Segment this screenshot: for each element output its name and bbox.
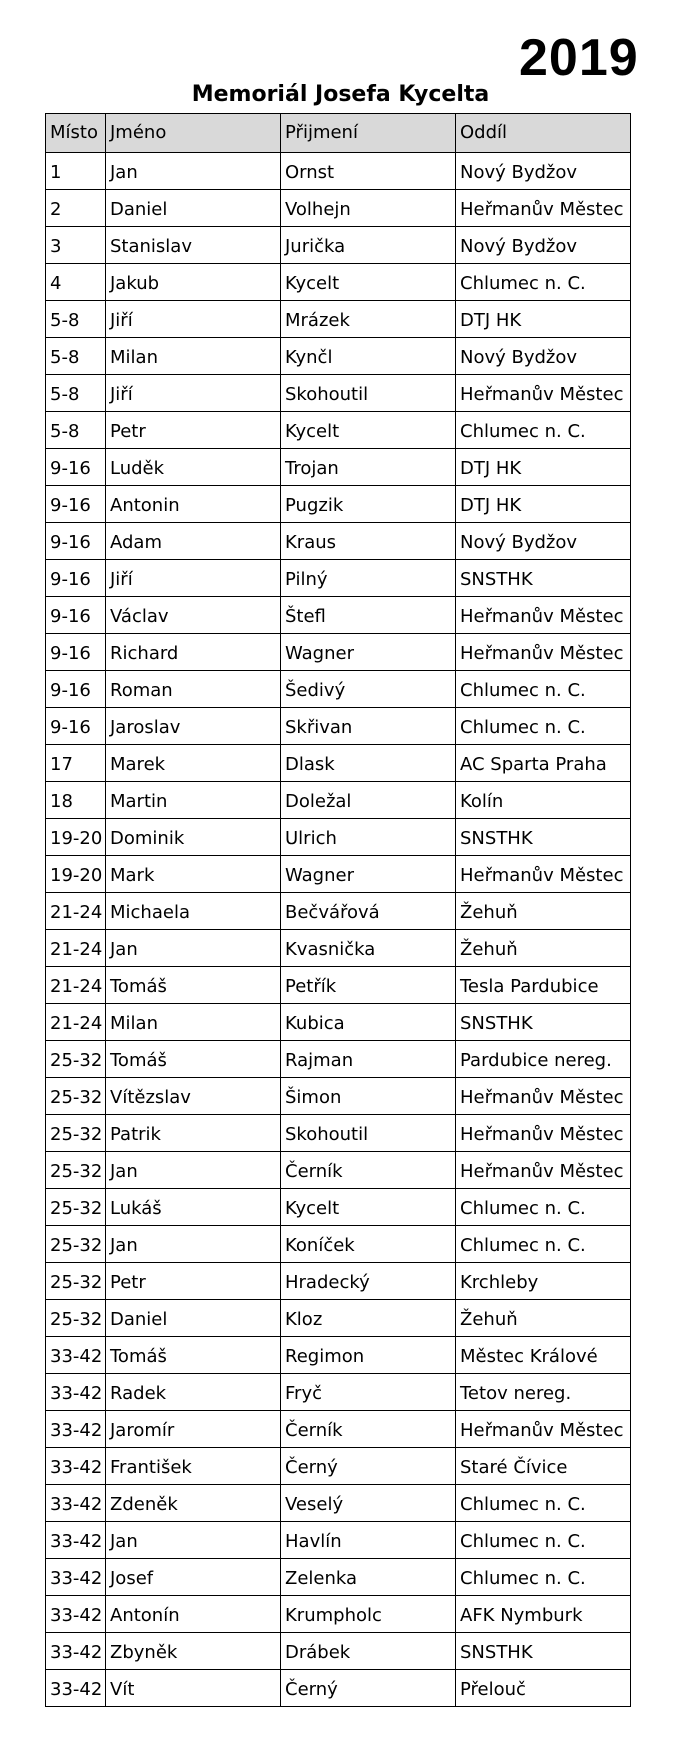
cell-first-name: Zdeněk xyxy=(106,1485,281,1522)
cell-last-name: Doležal xyxy=(281,782,456,819)
cell-club: Heřmanův Městec xyxy=(456,375,631,412)
cell-first-name: Jan xyxy=(106,153,281,190)
table-row xyxy=(46,1300,631,1337)
table-row xyxy=(46,301,631,338)
cell-club: DTJ HK xyxy=(456,449,631,486)
cell-last-name: Skohoutil xyxy=(281,1115,456,1152)
table-row xyxy=(46,1115,631,1152)
table-row xyxy=(46,1596,631,1633)
cell-place: 19-20 xyxy=(46,856,106,893)
cell-last-name: Drábek xyxy=(281,1633,456,1670)
table-row xyxy=(46,1670,631,1707)
cell-place: 5-8 xyxy=(46,412,106,449)
table-row xyxy=(46,1411,631,1448)
cell-place: 33-42 xyxy=(46,1559,106,1596)
table-row xyxy=(46,560,631,597)
cell-club: SNSTHK xyxy=(456,1004,631,1041)
cell-club: Pardubice nereg. xyxy=(456,1041,631,1078)
cell-club: Heřmanův Městec xyxy=(456,1411,631,1448)
table-row xyxy=(46,819,631,856)
cell-place: 21-24 xyxy=(46,930,106,967)
page-title: Memoriál Josefa Kycelta xyxy=(191,82,490,107)
cell-club: Nový Bydžov xyxy=(456,227,631,264)
cell-first-name: Zbyněk xyxy=(106,1633,281,1670)
cell-place: 9-16 xyxy=(46,486,106,523)
cell-place: 33-42 xyxy=(46,1522,106,1559)
cell-club: Heřmanův Městec xyxy=(456,634,631,671)
cell-last-name: Kloz xyxy=(281,1300,456,1337)
table-row xyxy=(46,1226,631,1263)
cell-last-name: Skohoutil xyxy=(281,375,456,412)
cell-place: 1 xyxy=(46,153,106,190)
cell-club: Chlumec n. C. xyxy=(456,1485,631,1522)
cell-first-name: Radek xyxy=(106,1374,281,1411)
table-row xyxy=(46,893,631,930)
cell-club: Nový Bydžov xyxy=(456,153,631,190)
cell-first-name: Jan xyxy=(106,1226,281,1263)
cell-last-name: Černík xyxy=(281,1411,456,1448)
cell-first-name: Antonin xyxy=(106,486,281,523)
cell-club: Chlumec n. C. xyxy=(456,1522,631,1559)
table-row xyxy=(46,1337,631,1374)
cell-first-name: Roman xyxy=(106,671,281,708)
cell-last-name: Jurička xyxy=(281,227,456,264)
cell-place: 33-42 xyxy=(46,1411,106,1448)
table-row xyxy=(46,782,631,819)
cell-last-name: Hradecký xyxy=(281,1263,456,1300)
cell-club: Chlumec n. C. xyxy=(456,1559,631,1596)
cell-place: 33-42 xyxy=(46,1448,106,1485)
cell-club: Městec Králové xyxy=(456,1337,631,1374)
cell-first-name: Luděk xyxy=(106,449,281,486)
cell-place: 18 xyxy=(46,782,106,819)
cell-club: SNSTHK xyxy=(456,1633,631,1670)
cell-first-name: Petr xyxy=(106,412,281,449)
cell-place: 3 xyxy=(46,227,106,264)
cell-last-name: Ulrich xyxy=(281,819,456,856)
cell-last-name: Černý xyxy=(281,1448,456,1485)
cell-club: Heřmanův Městec xyxy=(456,1152,631,1189)
cell-first-name: Daniel xyxy=(106,190,281,227)
cell-club: Heřmanův Městec xyxy=(456,856,631,893)
table-row xyxy=(46,227,631,264)
cell-place: 33-42 xyxy=(46,1596,106,1633)
cell-last-name: Kynčl xyxy=(281,338,456,375)
cell-place: 25-32 xyxy=(46,1263,106,1300)
cell-place: 25-32 xyxy=(46,1189,106,1226)
table-row xyxy=(46,856,631,893)
cell-place: 25-32 xyxy=(46,1078,106,1115)
cell-club: Heřmanův Městec xyxy=(456,190,631,227)
cell-first-name: Vítězslav xyxy=(106,1078,281,1115)
cell-first-name: Josef xyxy=(106,1559,281,1596)
cell-place: 9-16 xyxy=(46,523,106,560)
cell-place: 2 xyxy=(46,190,106,227)
year-heading: 2019 xyxy=(519,29,639,87)
table-row xyxy=(46,708,631,745)
table-row xyxy=(46,1041,631,1078)
table-body xyxy=(46,153,631,1707)
cell-club: Chlumec n. C. xyxy=(456,1226,631,1263)
cell-place: 9-16 xyxy=(46,634,106,671)
cell-place: 33-42 xyxy=(46,1670,106,1707)
cell-last-name: Kycelt xyxy=(281,264,456,301)
cell-first-name: Tomáš xyxy=(106,967,281,1004)
cell-first-name: Vít xyxy=(106,1670,281,1707)
cell-club: Chlumec n. C. xyxy=(456,708,631,745)
header-row xyxy=(46,114,631,153)
results-table xyxy=(45,113,631,1707)
cell-first-name: František xyxy=(106,1448,281,1485)
cell-place: 33-42 xyxy=(46,1337,106,1374)
cell-place: 21-24 xyxy=(46,967,106,1004)
table-row xyxy=(46,412,631,449)
cell-place: 9-16 xyxy=(46,449,106,486)
cell-club: DTJ HK xyxy=(456,486,631,523)
table-row xyxy=(46,1485,631,1522)
cell-club: Nový Bydžov xyxy=(456,523,631,560)
table-row xyxy=(46,523,631,560)
cell-first-name: Jaroslav xyxy=(106,708,281,745)
cell-place: 9-16 xyxy=(46,671,106,708)
cell-first-name: Tomáš xyxy=(106,1041,281,1078)
cell-club: AFK Nymburk xyxy=(456,1596,631,1633)
table-row xyxy=(46,338,631,375)
cell-first-name: Daniel xyxy=(106,1300,281,1337)
cell-first-name: Václav xyxy=(106,597,281,634)
cell-last-name: Rajman xyxy=(281,1041,456,1078)
cell-place: 9-16 xyxy=(46,597,106,634)
cell-place: 5-8 xyxy=(46,375,106,412)
cell-first-name: Jakub xyxy=(106,264,281,301)
table-row xyxy=(46,1448,631,1485)
cell-place: 25-32 xyxy=(46,1041,106,1078)
cell-last-name: Šimon xyxy=(281,1078,456,1115)
cell-last-name: Zelenka xyxy=(281,1559,456,1596)
cell-last-name: Kvasnička xyxy=(281,930,456,967)
cell-last-name: Wagner xyxy=(281,856,456,893)
cell-place: 9-16 xyxy=(46,560,106,597)
cell-place: 4 xyxy=(46,264,106,301)
table-header xyxy=(46,114,631,153)
cell-club: Krchleby xyxy=(456,1263,631,1300)
table-row xyxy=(46,190,631,227)
cell-first-name: Jiří xyxy=(106,560,281,597)
cell-first-name: Mark xyxy=(106,856,281,893)
cell-place: 33-42 xyxy=(46,1633,106,1670)
cell-place: 9-16 xyxy=(46,708,106,745)
cell-last-name: Štefl xyxy=(281,597,456,634)
cell-place: 19-20 xyxy=(46,819,106,856)
cell-first-name: Lukáš xyxy=(106,1189,281,1226)
cell-club: SNSTHK xyxy=(456,560,631,597)
table-row xyxy=(46,930,631,967)
table-row xyxy=(46,634,631,671)
cell-place: 33-42 xyxy=(46,1485,106,1522)
table-row xyxy=(46,967,631,1004)
cell-first-name: Jan xyxy=(106,930,281,967)
cell-first-name: Adam xyxy=(106,523,281,560)
cell-last-name: Kycelt xyxy=(281,1189,456,1226)
table-row xyxy=(46,486,631,523)
cell-first-name: Petr xyxy=(106,1263,281,1300)
cell-first-name: Tomáš xyxy=(106,1337,281,1374)
cell-place: 17 xyxy=(46,745,106,782)
cell-club: DTJ HK xyxy=(456,301,631,338)
cell-last-name: Petřík xyxy=(281,967,456,1004)
cell-last-name: Regimon xyxy=(281,1337,456,1374)
header-last-name: Přijmení xyxy=(281,114,456,153)
cell-club: Chlumec n. C. xyxy=(456,264,631,301)
table-row xyxy=(46,671,631,708)
cell-last-name: Pilný xyxy=(281,560,456,597)
cell-last-name: Bečvářová xyxy=(281,893,456,930)
cell-first-name: Marek xyxy=(106,745,281,782)
cell-first-name: Jiří xyxy=(106,375,281,412)
cell-place: 21-24 xyxy=(46,1004,106,1041)
cell-last-name: Trojan xyxy=(281,449,456,486)
cell-club: Heřmanův Městec xyxy=(456,1115,631,1152)
header-place: Místo xyxy=(46,114,106,153)
cell-last-name: Ornst xyxy=(281,153,456,190)
cell-place: 25-32 xyxy=(46,1152,106,1189)
cell-club: Tesla Pardubice xyxy=(456,967,631,1004)
cell-last-name: Skřivan xyxy=(281,708,456,745)
header-club: Oddíl xyxy=(456,114,631,153)
cell-place: 5-8 xyxy=(46,338,106,375)
cell-last-name: Pugzik xyxy=(281,486,456,523)
cell-club: Kolín xyxy=(456,782,631,819)
cell-first-name: Milan xyxy=(106,1004,281,1041)
table-row xyxy=(46,1522,631,1559)
table-row xyxy=(46,1633,631,1670)
cell-last-name: Černík xyxy=(281,1152,456,1189)
table-row xyxy=(46,597,631,634)
cell-first-name: Jiří xyxy=(106,301,281,338)
cell-club: Žehuň xyxy=(456,930,631,967)
cell-last-name: Veselý xyxy=(281,1485,456,1522)
cell-first-name: Stanislav xyxy=(106,227,281,264)
cell-place: 25-32 xyxy=(46,1226,106,1263)
cell-club: Žehuň xyxy=(456,893,631,930)
cell-first-name: Milan xyxy=(106,338,281,375)
cell-last-name: Havlín xyxy=(281,1522,456,1559)
cell-last-name: Černý xyxy=(281,1670,456,1707)
table-row xyxy=(46,449,631,486)
table-row xyxy=(46,1152,631,1189)
cell-club: Chlumec n. C. xyxy=(456,1189,631,1226)
cell-last-name: Dlask xyxy=(281,745,456,782)
cell-first-name: Patrik xyxy=(106,1115,281,1152)
cell-last-name: Wagner xyxy=(281,634,456,671)
cell-club: Chlumec n. C. xyxy=(456,412,631,449)
table-row xyxy=(46,745,631,782)
cell-first-name: Jan xyxy=(106,1152,281,1189)
table-row xyxy=(46,1004,631,1041)
cell-place: 21-24 xyxy=(46,893,106,930)
cell-club: Heřmanův Městec xyxy=(456,597,631,634)
cell-last-name: Kubica xyxy=(281,1004,456,1041)
table-row xyxy=(46,153,631,190)
cell-last-name: Kraus xyxy=(281,523,456,560)
cell-last-name: Fryč xyxy=(281,1374,456,1411)
cell-club: SNSTHK xyxy=(456,819,631,856)
table-row xyxy=(46,1078,631,1115)
table-row xyxy=(46,375,631,412)
table-row xyxy=(46,1559,631,1596)
cell-first-name: Michaela xyxy=(106,893,281,930)
cell-club: Žehuň xyxy=(456,1300,631,1337)
cell-last-name: Kycelt xyxy=(281,412,456,449)
cell-club: Staré Čívice xyxy=(456,1448,631,1485)
cell-last-name: Volhejn xyxy=(281,190,456,227)
table-row xyxy=(46,1189,631,1226)
cell-last-name: Koníček xyxy=(281,1226,456,1263)
table-row xyxy=(46,1263,631,1300)
header-first-name: Jméno xyxy=(106,114,281,153)
cell-club: Přelouč xyxy=(456,1670,631,1707)
cell-place: 25-32 xyxy=(46,1300,106,1337)
table-row xyxy=(46,1374,631,1411)
cell-place: 5-8 xyxy=(46,301,106,338)
cell-first-name: Jaromír xyxy=(106,1411,281,1448)
cell-place: 33-42 xyxy=(46,1374,106,1411)
cell-first-name: Richard xyxy=(106,634,281,671)
cell-first-name: Dominik xyxy=(106,819,281,856)
cell-club: Nový Bydžov xyxy=(456,338,631,375)
cell-club: Chlumec n. C. xyxy=(456,671,631,708)
table-row xyxy=(46,264,631,301)
cell-last-name: Mrázek xyxy=(281,301,456,338)
cell-first-name: Antonín xyxy=(106,1596,281,1633)
cell-club: AC Sparta Praha xyxy=(456,745,631,782)
cell-last-name: Krumpholc xyxy=(281,1596,456,1633)
cell-first-name: Martin xyxy=(106,782,281,819)
cell-place: 25-32 xyxy=(46,1115,106,1152)
cell-club: Heřmanův Městec xyxy=(456,1078,631,1115)
cell-last-name: Šedivý xyxy=(281,671,456,708)
cell-first-name: Jan xyxy=(106,1522,281,1559)
cell-club: Tetov nereg. xyxy=(456,1374,631,1411)
